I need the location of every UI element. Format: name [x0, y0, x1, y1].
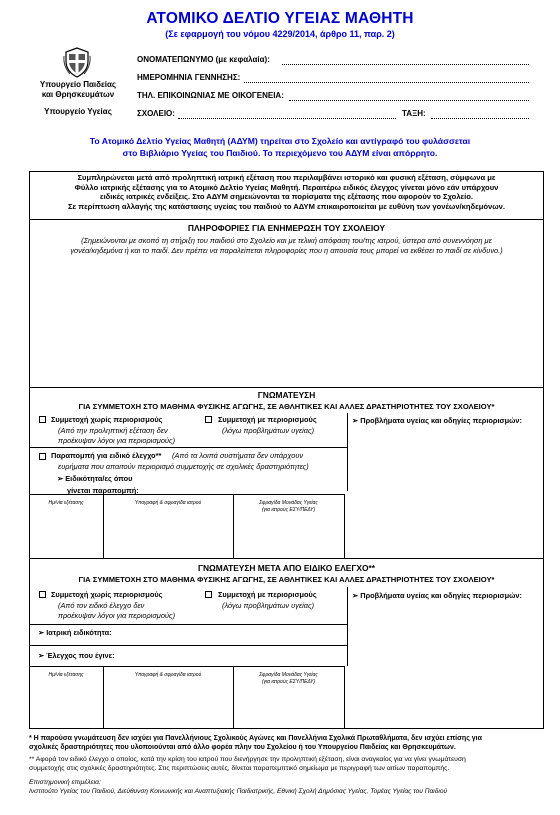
note-line: (Από τον ειδικό έλεγχο δεν	[58, 601, 145, 610]
info-section-title: ΠΛΗΡΟΦΟΡΙΕΣ ΓΙΑ ΕΝΗΜΕΡΩΣΗ ΤΟΥ ΣΧΟΛΕΙΟΥ	[187, 223, 386, 233]
class-field[interactable]	[431, 118, 529, 119]
note-line: (Από την προληπτική εξέταση δεν	[58, 426, 168, 435]
divider	[347, 587, 348, 666]
opinion2-title: ΓΝΩΜΑΤΕΥΣΗ ΜΕΤΑ ΑΠΟ ΕΙΔΙΚΟ ΕΛΕΓΧΟ**	[197, 563, 376, 573]
greek-coat-of-arms-icon	[62, 46, 92, 78]
name-field[interactable]	[282, 64, 529, 65]
opinion-subtitle: ΓΙΑ ΣΥΜΜΕΤΟΧΗ ΣΤΟ ΜΑΘΗΜΑ ΦΥΣΙΚΗΣ ΑΓΩΓΗΣ, ΣΕ ΑΘΛΗΤΙΚΕΣ ΚΑΙ ΑΛΛΕΣ ΔΡΑΣΤΗΡΙΟΤΗΤΕΣ ΤΟΥ ΣΧΟΛΕΙΟΥ*	[78, 402, 495, 411]
divider	[29, 494, 344, 495]
stamp-line: (για ιατρούς ΕΣΥ/ΠΕΔΥ)	[261, 507, 316, 513]
opinion2-subtitle: ΓΙΑ ΣΥΜΜΕΤΟΧΗ ΣΤΟ ΜΑΘΗΜΑ ΦΥΣΙΚΗΣ ΑΓΩΓΗΣ, ΣΕ ΑΘΛΗΤΙΚΕΣ ΚΑΙ ΑΛΛΕΣ ΔΡΑΣΤΗΡΙΟΤΗΤΕΣ ΤΟΥ ΣΧΟΛΕΙΟΥ*	[78, 575, 495, 584]
free-participation-2-checkbox[interactable]	[39, 591, 46, 598]
footnote-line: συμμετοχής στις σχολικές δραστηριότητες. Στις περιπτώσεις αυτές, δίνεται παραπεμπτικό σημείωμα με περιγραφή των αιτίων παραπομπής.	[29, 765, 450, 773]
ministry-education-line2: και Θρησκευμάτων	[41, 90, 115, 99]
specialty-label-line1: ➢ Ειδικότητα/ες όπου	[57, 474, 133, 483]
limited-participation-2-label: Συμμετοχή με περιορισμούς	[218, 590, 317, 599]
notice-line1: Το Ατομικό Δελτίο Υγείας Μαθητή (ΑΔΥΜ) τηρείται στο Σχολείο και αντίγραφό του φυλάσσεται	[89, 136, 471, 146]
limited-participation-label: Συμμετοχή με περιορισμούς	[218, 415, 317, 424]
opinion-title: ΓΝΩΜΑΤΕΥΣΗ	[257, 390, 316, 400]
intro-line3: ειδικές ιατρικές ενδείξεις. Στο ΑΔΥΜ σημειώνονται τα πορίσματα της εξέτασης που αφορούν το Σχολείο.	[99, 192, 474, 202]
school-field[interactable]	[178, 118, 396, 119]
divider	[29, 387, 544, 388]
notice-line2: στο Βιβλιάριο Υγείας του Παιδιού. Το περιεχόμενο του ΑΔΥΜ είναι απόρρητο.	[122, 148, 438, 158]
footnote-line: ** Αφορά τον ειδικό έλεγχο ο οποίος, κατά την κρίση του ιατρού που διενήργησε την προληπτική εξέταση, είναι αναγκαίος για να γίνει γνωμάτευση	[29, 756, 466, 763]
divider	[29, 558, 544, 559]
stamp-line: Σφραγίδα Μονάδας Υγείας	[259, 500, 318, 506]
referral-note-line2: ευρήματα που απαιτούν περιορισμό συμμετοχής σε σχολικές δραστηριότητες)	[58, 462, 309, 471]
intro-line1: Συμπληρώνεται μετά από προληπτική ιατρική εξέταση που περιλαμβάνει ιστορικό και φυσική εξέταση, σύμφωνα με	[77, 173, 496, 182]
note-line: προέκυψαν λόγοι για περιορισμούς)	[58, 611, 176, 620]
free-participation-2-label: Συμμετοχή χωρίς περιορισμούς	[51, 590, 163, 599]
form-title: ΑΤΟΜΙΚΟ ΔΕΛΤΙΟ ΥΓΕΙΑΣ ΜΑΘΗΤΗ	[146, 10, 414, 27]
free-participation-label: Συμμετοχή χωρίς περιορισμούς	[51, 415, 163, 424]
limited-participation-note: (λόγω προβλημάτων υγείας)	[222, 426, 315, 435]
check-performed-label: ➢ Έλεγχος που έγινε:	[38, 651, 115, 660]
limited-participation-2-note: (λόγω προβλημάτων υγείας)	[222, 601, 315, 610]
info-note-line1: (Σημειώνονται με σκοπό τη στήριξη του παιδιού στο Σχολείο και με τελική απόφαση του/της ιατρού, ύστερα από συνεννόηση με	[81, 236, 492, 245]
phone-label: ΤΗΛ. ΕΠΙΚΟΙΝΩΝΙΑΣ ΜΕ ΟΙΚΟΓΕΝΕΙΑ:	[137, 91, 284, 100]
stamp-line: Σφραγίδα Μονάδας Υγείας	[259, 672, 318, 678]
school-label: ΣΧΟΛΕΙΟ:	[137, 109, 175, 118]
footnote-line: σχολικές δραστηριότητες που υλοποιούνται από άλλο φορέα πλην του Σχολείου ή του Υπουργείου Παιδείας και Θρησκευμάτων.	[29, 744, 456, 752]
free-participation-checkbox[interactable]	[39, 416, 46, 423]
health-problems-label: ➢ Προβλήματα υγείας και οδηγίες περιορισμών:	[352, 416, 522, 425]
limited-participation-2-checkbox[interactable]	[205, 591, 212, 598]
birthdate-label: ΗΜΕΡΟΜΗΝΙΑ ΓΕΝΝΗΣΗΣ:	[137, 73, 241, 82]
confidentiality-notice	[0, 135, 560, 159]
footnote-line: * Η παρούσα γνωμάτευση δεν ισχύει για Πανελλήνιους Σχολικούς Αγώνες και Πανελλήνια Σχολικά Πρωταθλήματα, δεν ισχύει επίσης για	[29, 735, 482, 742]
exam-date-label: Ημ/νία εξέτασης	[48, 500, 84, 506]
form-subtitle: (Σε εφαρμογή του νόμου 4229/2014, άρθρο 11, παρ. 2)	[165, 29, 395, 39]
free-participation-2-note	[58, 601, 175, 621]
divider	[344, 494, 345, 558]
info-note-line2: γονέα/κηδεμόνα ή και το παιδί. Δεν πρέπει να παραλείπεται πληροφορίες που η απουσία τους μπορεί να εκθέσει το παιδί σε κίνδυνο.)	[70, 246, 503, 255]
divider	[29, 447, 347, 448]
stamp-line: (για ιατρούς ΕΣΥ/ΠΕΔΥ)	[261, 679, 316, 685]
ministry-health: Υπουργείο Υγείας	[44, 107, 112, 116]
referral-label: Παραπομπή για ειδικό έλεγχο**	[51, 451, 162, 460]
exam-date-2-label: Ημ/νία εξέτασης	[48, 672, 84, 678]
limited-participation-checkbox[interactable]	[205, 416, 212, 423]
specialty-label-line2: γίνεται παραπομπή:	[67, 486, 139, 495]
note-line: προέκυψαν λόγοι για περιορισμούς)	[58, 436, 176, 445]
health-unit-stamp-label	[233, 500, 344, 514]
intro-text	[29, 173, 544, 211]
intro-line4: Σε περίπτωση αλλαγής της κατάστασης υγείας του παιδιού το ΑΔΥΜ επικαιροποιείται με ευθύνη των γονέων/κηδεμόνων.	[67, 201, 505, 211]
supervision-text: Ινστιτούτο Υγείας του Παιδιού, Διεύθυνση Κοινωνικής και Αναπτυξιακής Παιδιατρικής, Εθνική Σχολή Δημόσιας Υγείας, Τομέας Υγείας του Παιδιού	[29, 788, 448, 795]
divider	[29, 645, 347, 646]
doctor-signature-2-label: Υπογραφή & σφραγίδα ιατρού	[134, 672, 202, 678]
phone-field[interactable]	[289, 100, 529, 101]
footnote-2	[29, 755, 549, 773]
health-unit-stamp-2-label	[233, 672, 344, 686]
divider	[347, 413, 348, 491]
divider	[29, 624, 347, 625]
supervision-label: Επιστημονική επιμέλεια:	[29, 779, 101, 786]
referral-checkbox[interactable]	[39, 453, 46, 460]
divider	[344, 666, 345, 729]
footnote-1	[29, 734, 549, 752]
name-label: ΟΝΟΜΑΤΕΠΩΝΥΜΟ (με κεφαλαία):	[137, 55, 270, 64]
divider	[29, 666, 344, 667]
intro-line2: Φύλλο ιατρικής εξέτασης για το Ατομικό Δελτίο Υγείας Μαθητή. Περαιτέρω ειδικός έλεγχος γίνεται μόνο εάν υπάρχουν	[74, 182, 499, 192]
medical-specialty-label: ➢ Ιατρική ειδικότητα:	[38, 628, 112, 637]
health-problems-2-label: ➢ Προβλήματα υγείας και οδηγίες περιορισμών:	[352, 591, 522, 600]
ministry-education-line1: Υπουργείο Παιδείας	[39, 80, 117, 89]
birthdate-field[interactable]	[244, 82, 529, 83]
free-participation-note	[58, 426, 175, 446]
class-label: ΤΑΞΗ:	[402, 109, 426, 118]
doctor-signature-label: Υπογραφή & σφραγίδα ιατρού	[134, 500, 202, 506]
referral-note-line1: (Από τα λοιπά συστήματα δεν υπάρχουν	[172, 451, 304, 460]
info-text-area[interactable]	[30, 262, 543, 386]
divider	[29, 219, 544, 220]
info-section-note	[29, 236, 544, 256]
